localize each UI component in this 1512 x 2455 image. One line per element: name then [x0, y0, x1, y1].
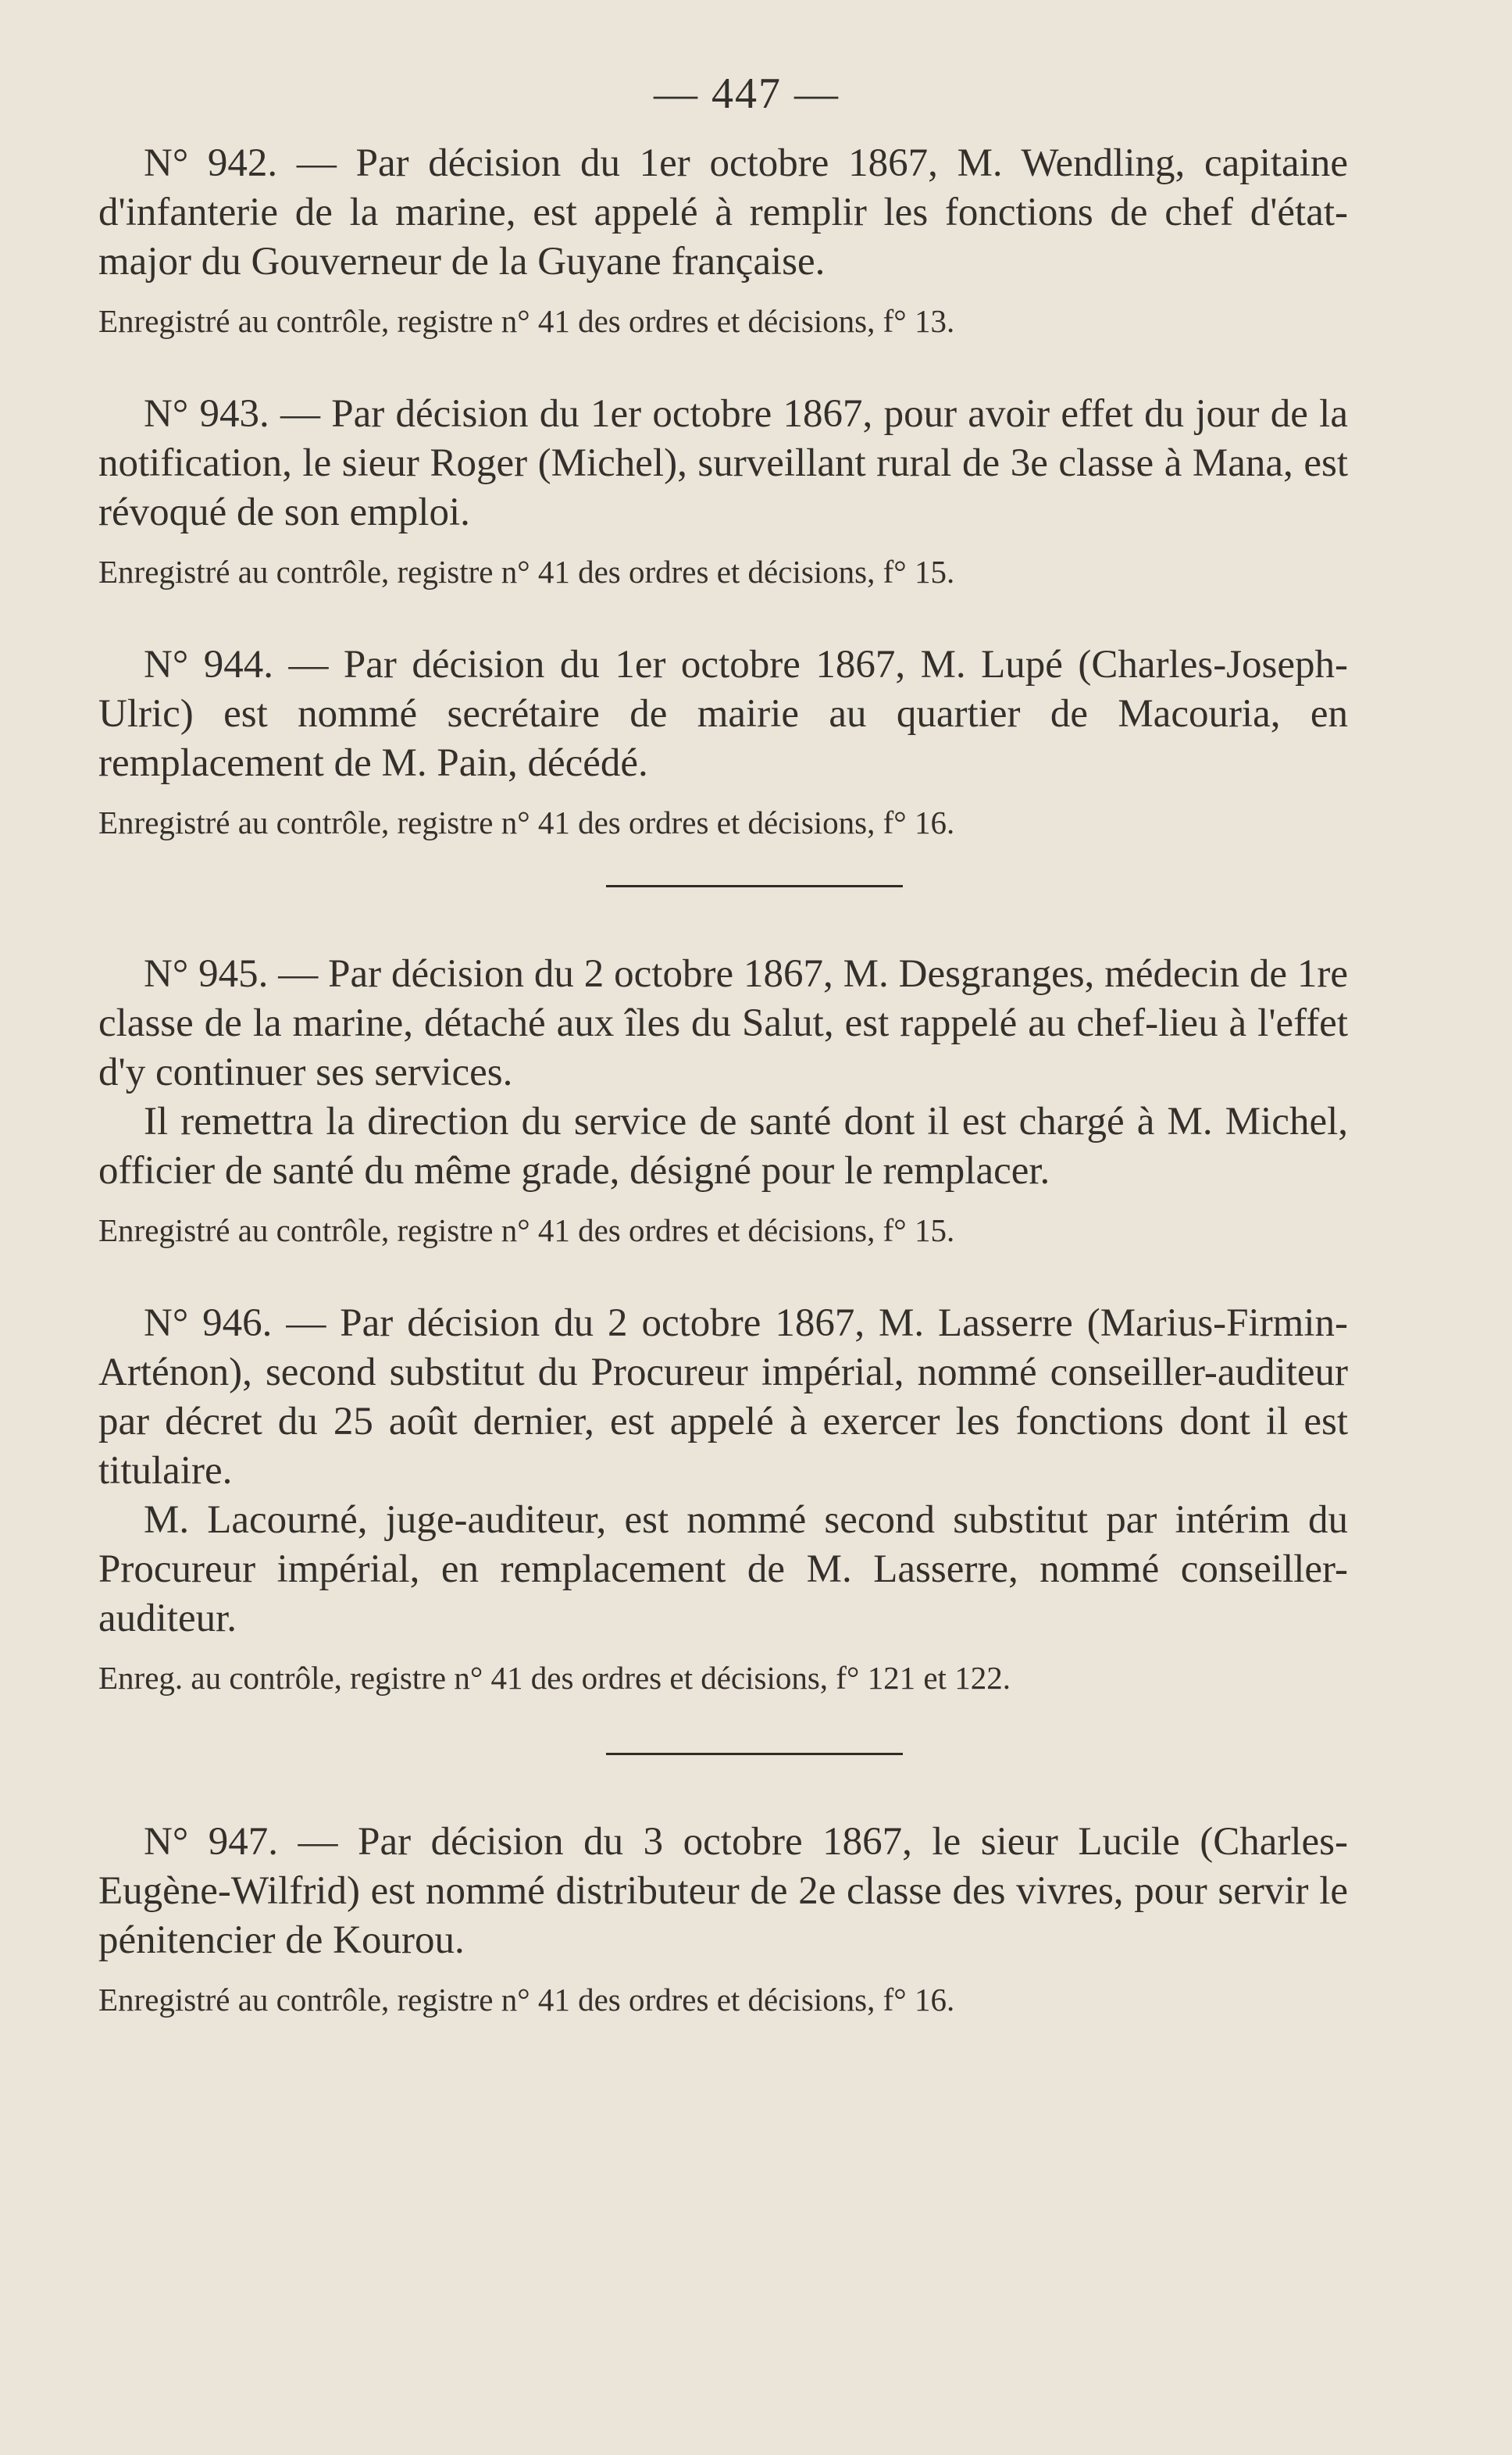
decision-entry-945 — [98, 950, 1348, 1251]
section-divider — [606, 885, 903, 887]
registration-note: Enreg. au contrôle, registre n° 41 des ordres et décisions, f° 121 et 122. — [98, 1660, 1011, 1696]
decision-entry-947 — [98, 1818, 1348, 2020]
entry-spacer — [98, 1251, 1348, 1299]
entry-spacer — [98, 341, 1348, 390]
registration-note: Enregistré au contrôle, registre n° 41 des ordres et décisions, f° 15. — [98, 1212, 955, 1248]
decision-paragraph: N° 947. — Par décision du 3 octobre 1867, le sieur Lucile (Charles-Eugène-Wilfrid) est nommé distributeur de 2e classe des vivres, pour servir le pénitencier de Kourou. — [98, 1820, 1348, 1962]
decision-entry-944 — [98, 641, 1348, 843]
section-divider — [606, 1753, 903, 1755]
decision-paragraph: N° 944. — Par décision du 1er octobre 1867, M. Lupé (Charles-Joseph-Ulric) est nommé secrétaire de mairie au quartier de Macouria, en remplacement de M. Pain, décédé. — [98, 643, 1348, 785]
decision-paragraph: Il remettra la direction du service de santé dont il est chargé à M. Michel, officier de santé du même grade, désigné pour le remplacer. — [98, 1100, 1348, 1193]
decision-paragraph: M. Lacourné, juge-auditeur, est nommé second substitut par intérim du Procureur impérial, en remplacement de M. Lasserre, nommé conseiller-auditeur. — [98, 1498, 1348, 1640]
decision-paragraph: N° 946. — Par décision du 2 octobre 1867, M. Lasserre (Marius-Firmin-Arténon), second substitut du Procureur impérial, nommé conseiller-auditeur par décret du 25 août dernier, est appelé à exercer les fonctions dont il est titulaire. — [98, 1301, 1348, 1493]
page-number: — 447 — — [654, 70, 840, 118]
decision-entry-942 — [98, 139, 1348, 341]
decision-paragraph: N° 942. — Par décision du 1er octobre 1867, M. Wendling, capitaine d'infanterie de la marine, est appelé à remplir les fonctions de chef d'état-major du Gouverneur de la Guyane française. — [98, 141, 1348, 284]
decision-paragraph: N° 943. — Par décision du 1er octobre 1867, pour avoir effet du jour de la notification, le sieur Roger (Michel), surveillant rural de 3e classe à Mana, est révoqué de son emploi. — [98, 392, 1348, 534]
registration-note: Enregistré au contrôle, registre n° 41 des ordres et décisions, f° 16. — [98, 805, 955, 840]
decision-paragraph: N° 945. — Par décision du 2 octobre 1867, M. Desgranges, médecin de 1re classe de la marine, détaché aux îles du Salut, est rappelé au chef-lieu à l'effet d'y continuer ses services. — [98, 952, 1348, 1094]
registration-note: Enregistré au contrôle, registre n° 41 des ordres et décisions, f° 13. — [98, 303, 955, 339]
decision-entry-946 — [98, 1299, 1348, 1698]
entry-spacer — [98, 592, 1348, 641]
decision-entry-943 — [98, 390, 1348, 592]
registration-note: Enregistré au contrôle, registre n° 41 des ordres et décisions, f° 15. — [98, 554, 955, 590]
registration-note: Enregistré au contrôle, registre n° 41 des ordres et décisions, f° 16. — [98, 1982, 955, 2018]
